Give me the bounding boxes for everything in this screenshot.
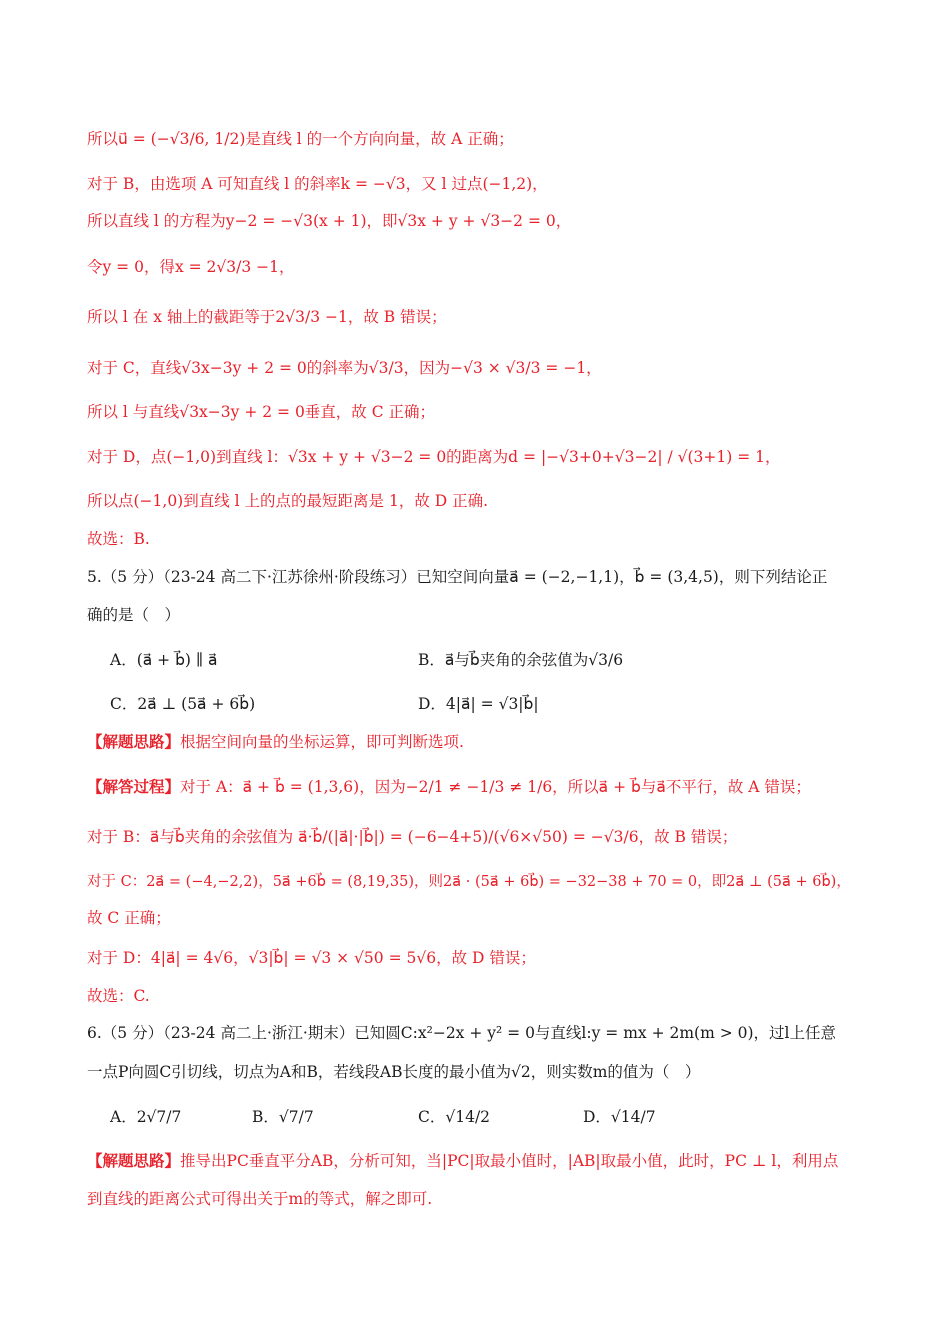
q4-solution-line-9: 所以点(−1,0)到直线 l 上的点的最短距离是 1，故 D 正确.	[87, 492, 489, 510]
q5-option-a: A．(a⃗ + b⃗) ∥ a⃗	[110, 651, 218, 669]
q5-option-b: B．a⃗与b⃗夹角的余弦值为√3/6	[418, 651, 624, 669]
q6-option-a: A．2√7/7	[110, 1108, 182, 1126]
q5-process-a-row	[87, 775, 890, 799]
q6-option-d: D．√14/7	[583, 1108, 656, 1126]
q4-solution-line-6: 对于 C，直线√3x−3y + 2 = 0的斜率为√3/3，因为−√3 × √3/3 = −1，	[87, 359, 602, 377]
q5-idea-text: 根据空间向量的坐标运算，即可判断选项.	[180, 733, 464, 751]
q4-solution-line-5: 所以 l 在 x 轴上的截距等于2√3/3 −1，故 B 错误；	[87, 308, 447, 326]
q5-idea-tag: 【解题思路】	[87, 732, 181, 751]
q6-idea-tag: 【解题思路】	[87, 1151, 181, 1170]
q4-solution-line-1: 所以u⃗ = (−√3/6, 1/2)是直线 l 的一个方向向量，故 A 正确；	[87, 130, 514, 148]
q6-stem-line-1: 6.（5 分）（23-24 高二上·浙江·期末）已知圆C:x²−2x + y² = 0与直线l:y = mx + 2m(m > 0)，过l上任意	[87, 1024, 837, 1042]
q5-answer: 故选：C.	[87, 987, 150, 1005]
q5-process-a: 对于 A：a⃗ + b⃗ = (1,3,6)，因为−2/1 ≠ −1/3 ≠ 1/6，所以a⃗ + b⃗与a⃗不平行，故 A 错误；	[180, 778, 811, 796]
q4-solution-line-3: 所以直线 l 的方程为y−2 = −√3(x + 1)，即√3x + y + √3−2 = 0，	[87, 212, 572, 230]
q6-stem-line-2: 一点P向圆C引切线，切点为A和B，若线段AB长度的最小值为√2，则实数m的值为（ ）	[87, 1063, 701, 1081]
q4-solution-line-2: 对于 B，由选项 A 可知直线 l 的斜率k = −√3，又 l 过点(−1,2)，	[87, 175, 548, 193]
q4-answer: 故选：B.	[87, 530, 150, 548]
q5-stem-line-1: 5.（5 分）（23-24 高二下·江苏徐州·阶段练习）已知空间向量a⃗ = (−2,−1,1)，b⃗ = (3,4,5)，则下列结论正	[87, 568, 828, 586]
q6-option-b: B．√7/7	[252, 1108, 314, 1126]
q6-idea-line-2: 到直线的距离公式可得出关于m的等式，解之即可.	[87, 1190, 433, 1208]
q5-process-b: 对于 B：a⃗与b⃗夹角的余弦值为 a⃗·b⃗/(|a⃗|·|b⃗|) = (−6−4+5)/(√6×√50) = −√3/6，故 B 错误；	[87, 828, 738, 846]
q5-process-c-line-2: 故 C 正确；	[87, 909, 171, 927]
q6-option-c: C．√14/2	[418, 1108, 491, 1126]
q6-idea-line-1	[87, 1149, 890, 1173]
q5-process-d: 对于 D：4|a⃗| = 4√6，√3|b⃗| = √3 × √50 = 5√6，故 D 错误；	[87, 949, 536, 967]
q5-process-tag: 【解答过程】	[87, 777, 181, 796]
q6-idea-text: 推导出PC垂直平分AB，分析可知，当|PC|取最小值时，|AB|取最小值，此时，PC ⊥ l，利用点	[180, 1152, 839, 1170]
q5-option-c: C．2a⃗ ⊥ (5a⃗ + 6b⃗)	[110, 695, 256, 713]
q5-option-d: D．4|a⃗| = √3|b⃗|	[418, 695, 539, 713]
q4-solution-line-8: 对于 D，点(−1,0)到直线 l：√3x + y + √3−2 = 0的距离为d = |−√3+0+√3−2| / √(3+1) = 1，	[87, 448, 781, 466]
q5-stem-line-2: 确的是（ ）	[87, 606, 181, 624]
q4-solution-line-7: 所以 l 与直线√3x−3y + 2 = 0垂直，故 C 正确；	[87, 403, 436, 421]
q5-idea	[87, 730, 890, 754]
q4-solution-line-4: 令y = 0，得x = 2√3/3 −1，	[87, 258, 295, 276]
q5-process-c-line-1: 对于 C：2a⃗ = (−4,−2,2)，5a⃗ +6b⃗ = (8,19,35)，则2a⃗ · (5a⃗ + 6b⃗) = −32−38 + 70 = 0，即2a⃗ ⊥ (5a⃗ + 6b⃗)，	[87, 874, 851, 890]
